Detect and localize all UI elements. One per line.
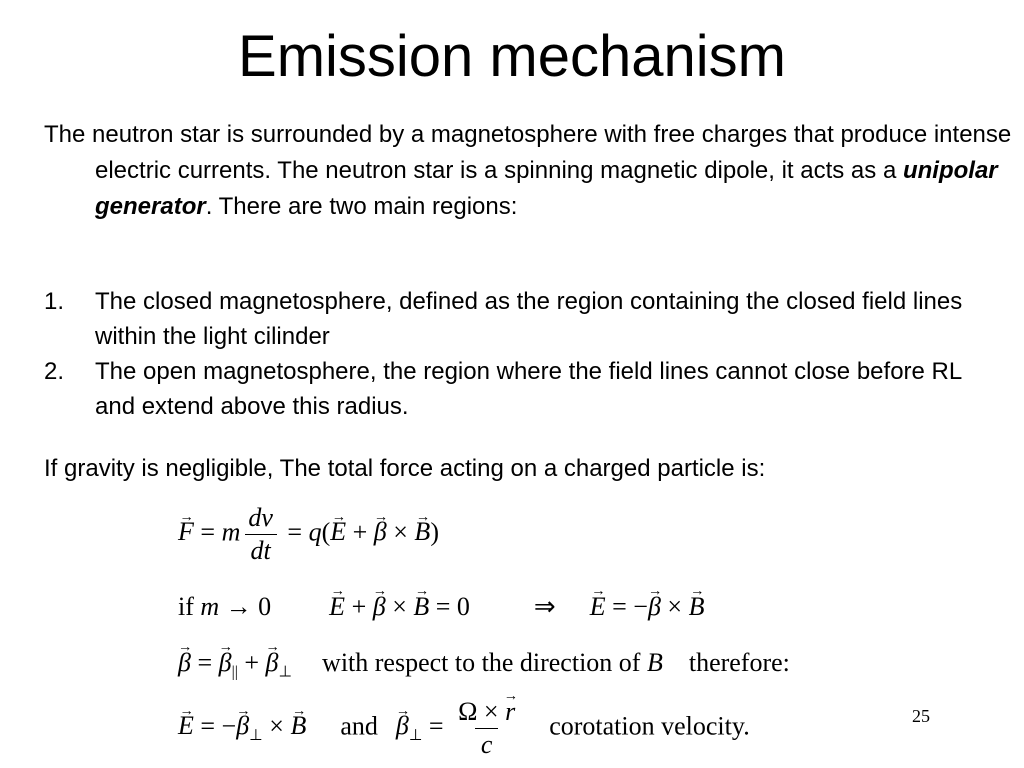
corotation-label: corotation velocity. [549, 711, 750, 741]
mass-symbol: m [200, 592, 220, 621]
equation-beta-decomposition [178, 648, 790, 681]
beta-perpendicular-vector: → β [236, 711, 249, 741]
magnetic-field-vector: → B [413, 592, 429, 622]
omega-symbol: Ω [458, 697, 478, 726]
list-number: 2. [44, 358, 65, 385]
intro-text-end: . There are two main regions: [205, 193, 518, 220]
corotation-fraction [452, 697, 521, 760]
intro-paragraph [44, 117, 1024, 225]
cross-sign: × [660, 592, 689, 621]
list-number: 1. [44, 288, 65, 315]
electric-field-vector: → E [590, 592, 606, 622]
plus-sign: + [346, 517, 374, 547]
limit-arrow: → [219, 592, 259, 621]
slide-title: Emission mechanism [238, 24, 786, 89]
direction-text: with respect to the direction of [322, 648, 647, 677]
charge-symbol: q [308, 517, 322, 547]
equals-sign: = [193, 517, 222, 547]
magnetic-field-vector: → B [414, 517, 430, 547]
list-text: The open magnetosphere, the region where the field lines cannot close before RL and extend above this radius. [95, 358, 962, 420]
beta-vector: → β [648, 592, 661, 622]
electric-field-vector: → E [329, 592, 345, 622]
perpendicular-subscript: ⊥ [249, 726, 263, 744]
force-intro: If gravity is negligible, The total force acting on a charged particle is: [44, 455, 766, 482]
denominator: dt [245, 534, 277, 566]
equals-sign: = [422, 711, 451, 741]
plus-sign: + [237, 648, 266, 677]
equals-sign: = [429, 592, 457, 621]
zero: 0 [456, 592, 470, 621]
cross-sign: × [385, 592, 414, 621]
equals-sign: = [280, 517, 309, 547]
perpendicular-subscript: ⊥ [278, 663, 293, 681]
magnetic-field-vector: → B [689, 592, 705, 622]
list-item [44, 284, 1004, 354]
intro-text: The neutron star is surrounded by a magnetosphere with free charges that produce intense electric currents. The neutron star is a spinning magnetic dipole, it acts as a [44, 121, 1012, 184]
electric-field-vector: → E [178, 711, 194, 741]
equation-corotation [178, 697, 750, 760]
equals-minus: = − [193, 711, 237, 741]
beta-vector: → β [178, 648, 191, 678]
beta-perpendicular-vector: → β [266, 648, 279, 678]
paren-open: ( [321, 517, 331, 547]
therefore-text: therefore: [688, 648, 790, 677]
regions-list [44, 284, 1004, 424]
magnetic-field-symbol: B [646, 648, 663, 677]
cross-sign: × [477, 697, 506, 726]
zero: 0 [258, 592, 272, 621]
and-text: and [340, 711, 378, 741]
numerator: dv [248, 503, 273, 532]
cross-sign: × [262, 711, 291, 741]
intro-emphasis: unipolar generator [95, 157, 998, 220]
mass-symbol: m [221, 517, 241, 547]
numerator [452, 697, 521, 728]
list-item [44, 354, 1004, 424]
page-number: 25 [912, 706, 930, 726]
perpendicular-subscript: ⊥ [408, 726, 423, 744]
radius-vector: → r [505, 697, 515, 727]
paren-close: ) [430, 517, 439, 547]
beta-parallel-vector: → β [219, 648, 232, 678]
magnetic-field-vector: → B [290, 711, 306, 741]
implies-arrow: ⇒ [533, 592, 556, 621]
electric-field-vector: → E [330, 517, 346, 547]
equals-sign: = [190, 648, 219, 677]
equals-minus: = − [605, 592, 648, 621]
if-text: if [178, 592, 201, 621]
derivative-fraction [242, 503, 279, 566]
beta-vector: → β [374, 517, 387, 547]
equation-massless-limit [178, 592, 704, 622]
list-text: The closed magnetosphere, defined as the region containing the closed field lines within the light cilinder [95, 288, 963, 350]
beta-perpendicular-vector: → β [396, 711, 409, 741]
speed-of-light-symbol: c [475, 728, 499, 760]
beta-vector: → β [373, 592, 386, 622]
parallel-subscript: || [231, 663, 238, 681]
plus-sign: + [345, 592, 373, 621]
cross-sign: × [386, 517, 415, 547]
equation-force [178, 503, 439, 566]
force-vector: → F [178, 517, 194, 547]
